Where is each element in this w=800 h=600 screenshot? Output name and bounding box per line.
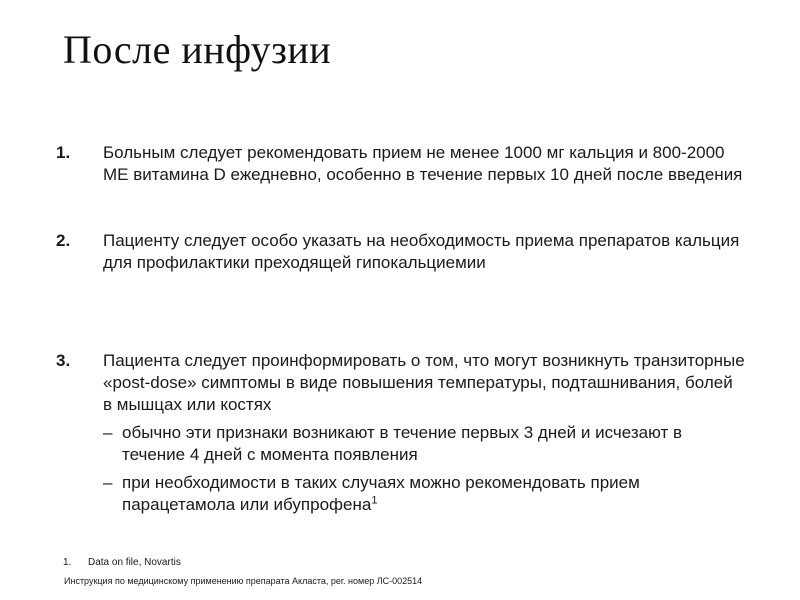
sub-item-2 xyxy=(103,472,746,516)
list-text: Пациента следует проинформировать о том, что могут возникнуть транзиторные «post-dose» симптомы в виде повышения температуры, подташнивания, болей в мышцах или костях xyxy=(103,351,745,414)
footnote-ref: 1 xyxy=(371,494,378,507)
bottom-note: Инструкция по медицинскому применению препарата Акласта, рег. номер ЛС-002514 xyxy=(64,576,423,586)
list-text: Больным следует рекомендовать прием не менее 1000 мг кальция и 800-2000 МЕ витамина D ежедневно, особенно в течение первых 10 дней после введения xyxy=(103,143,743,184)
list-text: Пациенту следует особо указать на необходимость приема препаратов кальция для профилактики преходящей гипокальциемии xyxy=(103,231,740,272)
sub-text: обычно эти признаки возникают в течение первых 3 дней и исчезают в течение 4 дней с момента появления xyxy=(122,423,683,464)
dash: – xyxy=(103,423,113,442)
dash: – xyxy=(103,473,113,492)
list-number: 3. xyxy=(56,351,71,370)
list-item-2 xyxy=(56,230,746,274)
list-item-3 xyxy=(56,350,746,516)
list-number: 2. xyxy=(56,231,71,250)
list-item-1 xyxy=(56,142,746,186)
footnote-text: Data on file, Novartis xyxy=(88,557,181,568)
footnote-number: 1. xyxy=(63,557,72,568)
sub-item-1 xyxy=(103,422,746,466)
sub-text-body: при необходимости в таких случаях можно рекомендовать прием парацетамола или ибупрофена xyxy=(122,473,640,514)
page-title: После инфузии xyxy=(63,27,332,72)
list-number: 1. xyxy=(56,143,71,162)
sub-text xyxy=(122,472,746,516)
